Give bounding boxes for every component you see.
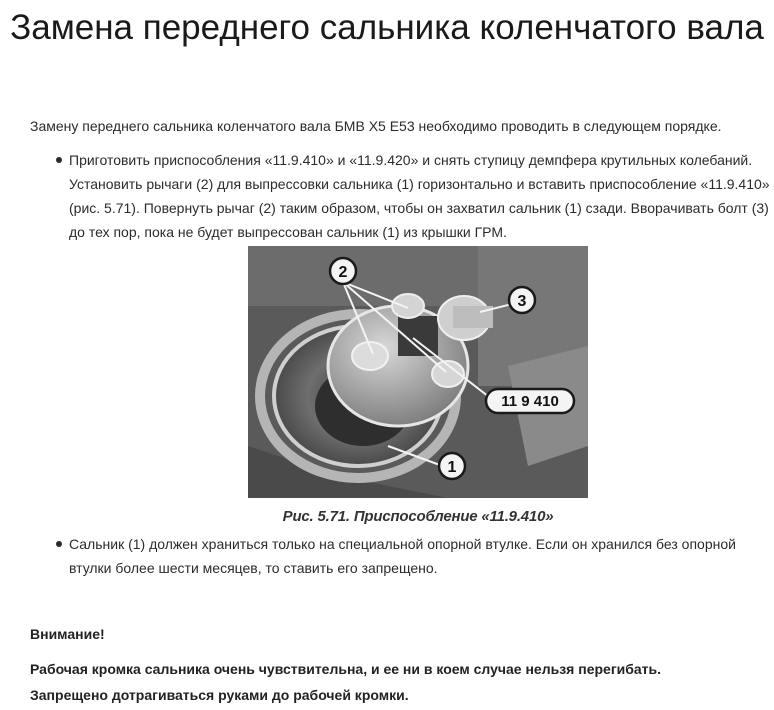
callout-tool xyxy=(486,389,574,413)
figure-caption: Рис. 5.71. Приспособление «11.9.410» xyxy=(282,508,554,525)
warning-line: Рабочая кромка сальника очень чувствительна, и ее ни в коем случае нельзя перегибать. xyxy=(30,661,662,677)
intro-paragraph: Замену переднего сальника коленчатого вала БМВ X5 E53 необходимо проводить в следующем порядке. xyxy=(30,118,722,134)
callout-label-seal: 1 xyxy=(447,459,457,476)
warning-block xyxy=(30,656,770,708)
steps-list-1 xyxy=(30,148,772,244)
callout-label-lever: 2 xyxy=(338,264,348,281)
callout-bolt xyxy=(509,287,535,313)
steps-list-2 xyxy=(30,532,772,580)
list-item: Сальник (1) должен храниться только на специальной опорной втулке. Если он хранился без опорной втулки более шести месяцев, то ставить его запрещено. xyxy=(30,532,772,580)
callout-label-tool: 11 9 410 xyxy=(501,393,559,410)
page-title: Замена переднего сальника коленчатого вала xyxy=(10,8,764,47)
callout-seal xyxy=(439,453,465,479)
callout-label-bolt: 3 xyxy=(517,293,527,310)
callout-lever xyxy=(330,258,356,284)
warning-line: Запрещено дотрагиваться руками до рабочей кромки. xyxy=(30,687,409,703)
list-item: Приготовить приспособления «11.9.410» и «11.9.420» и снять ступицу демпфера крутильных колебаний. Установить рычаги (2) для выпрессовки сальника (1) горизонтально и вставить приспособление «11.9.410» (рис. 5.71). Повернуть рычаг (2) таким образом, чтобы он захватил сальник (1) сзади. Вворачивать болт (3) до тех пор, пока не будет выпрессован сальник (1) из крышки ГРМ. xyxy=(30,148,772,244)
attention-heading: Внимание! xyxy=(30,626,105,642)
tool-photo xyxy=(248,246,588,498)
